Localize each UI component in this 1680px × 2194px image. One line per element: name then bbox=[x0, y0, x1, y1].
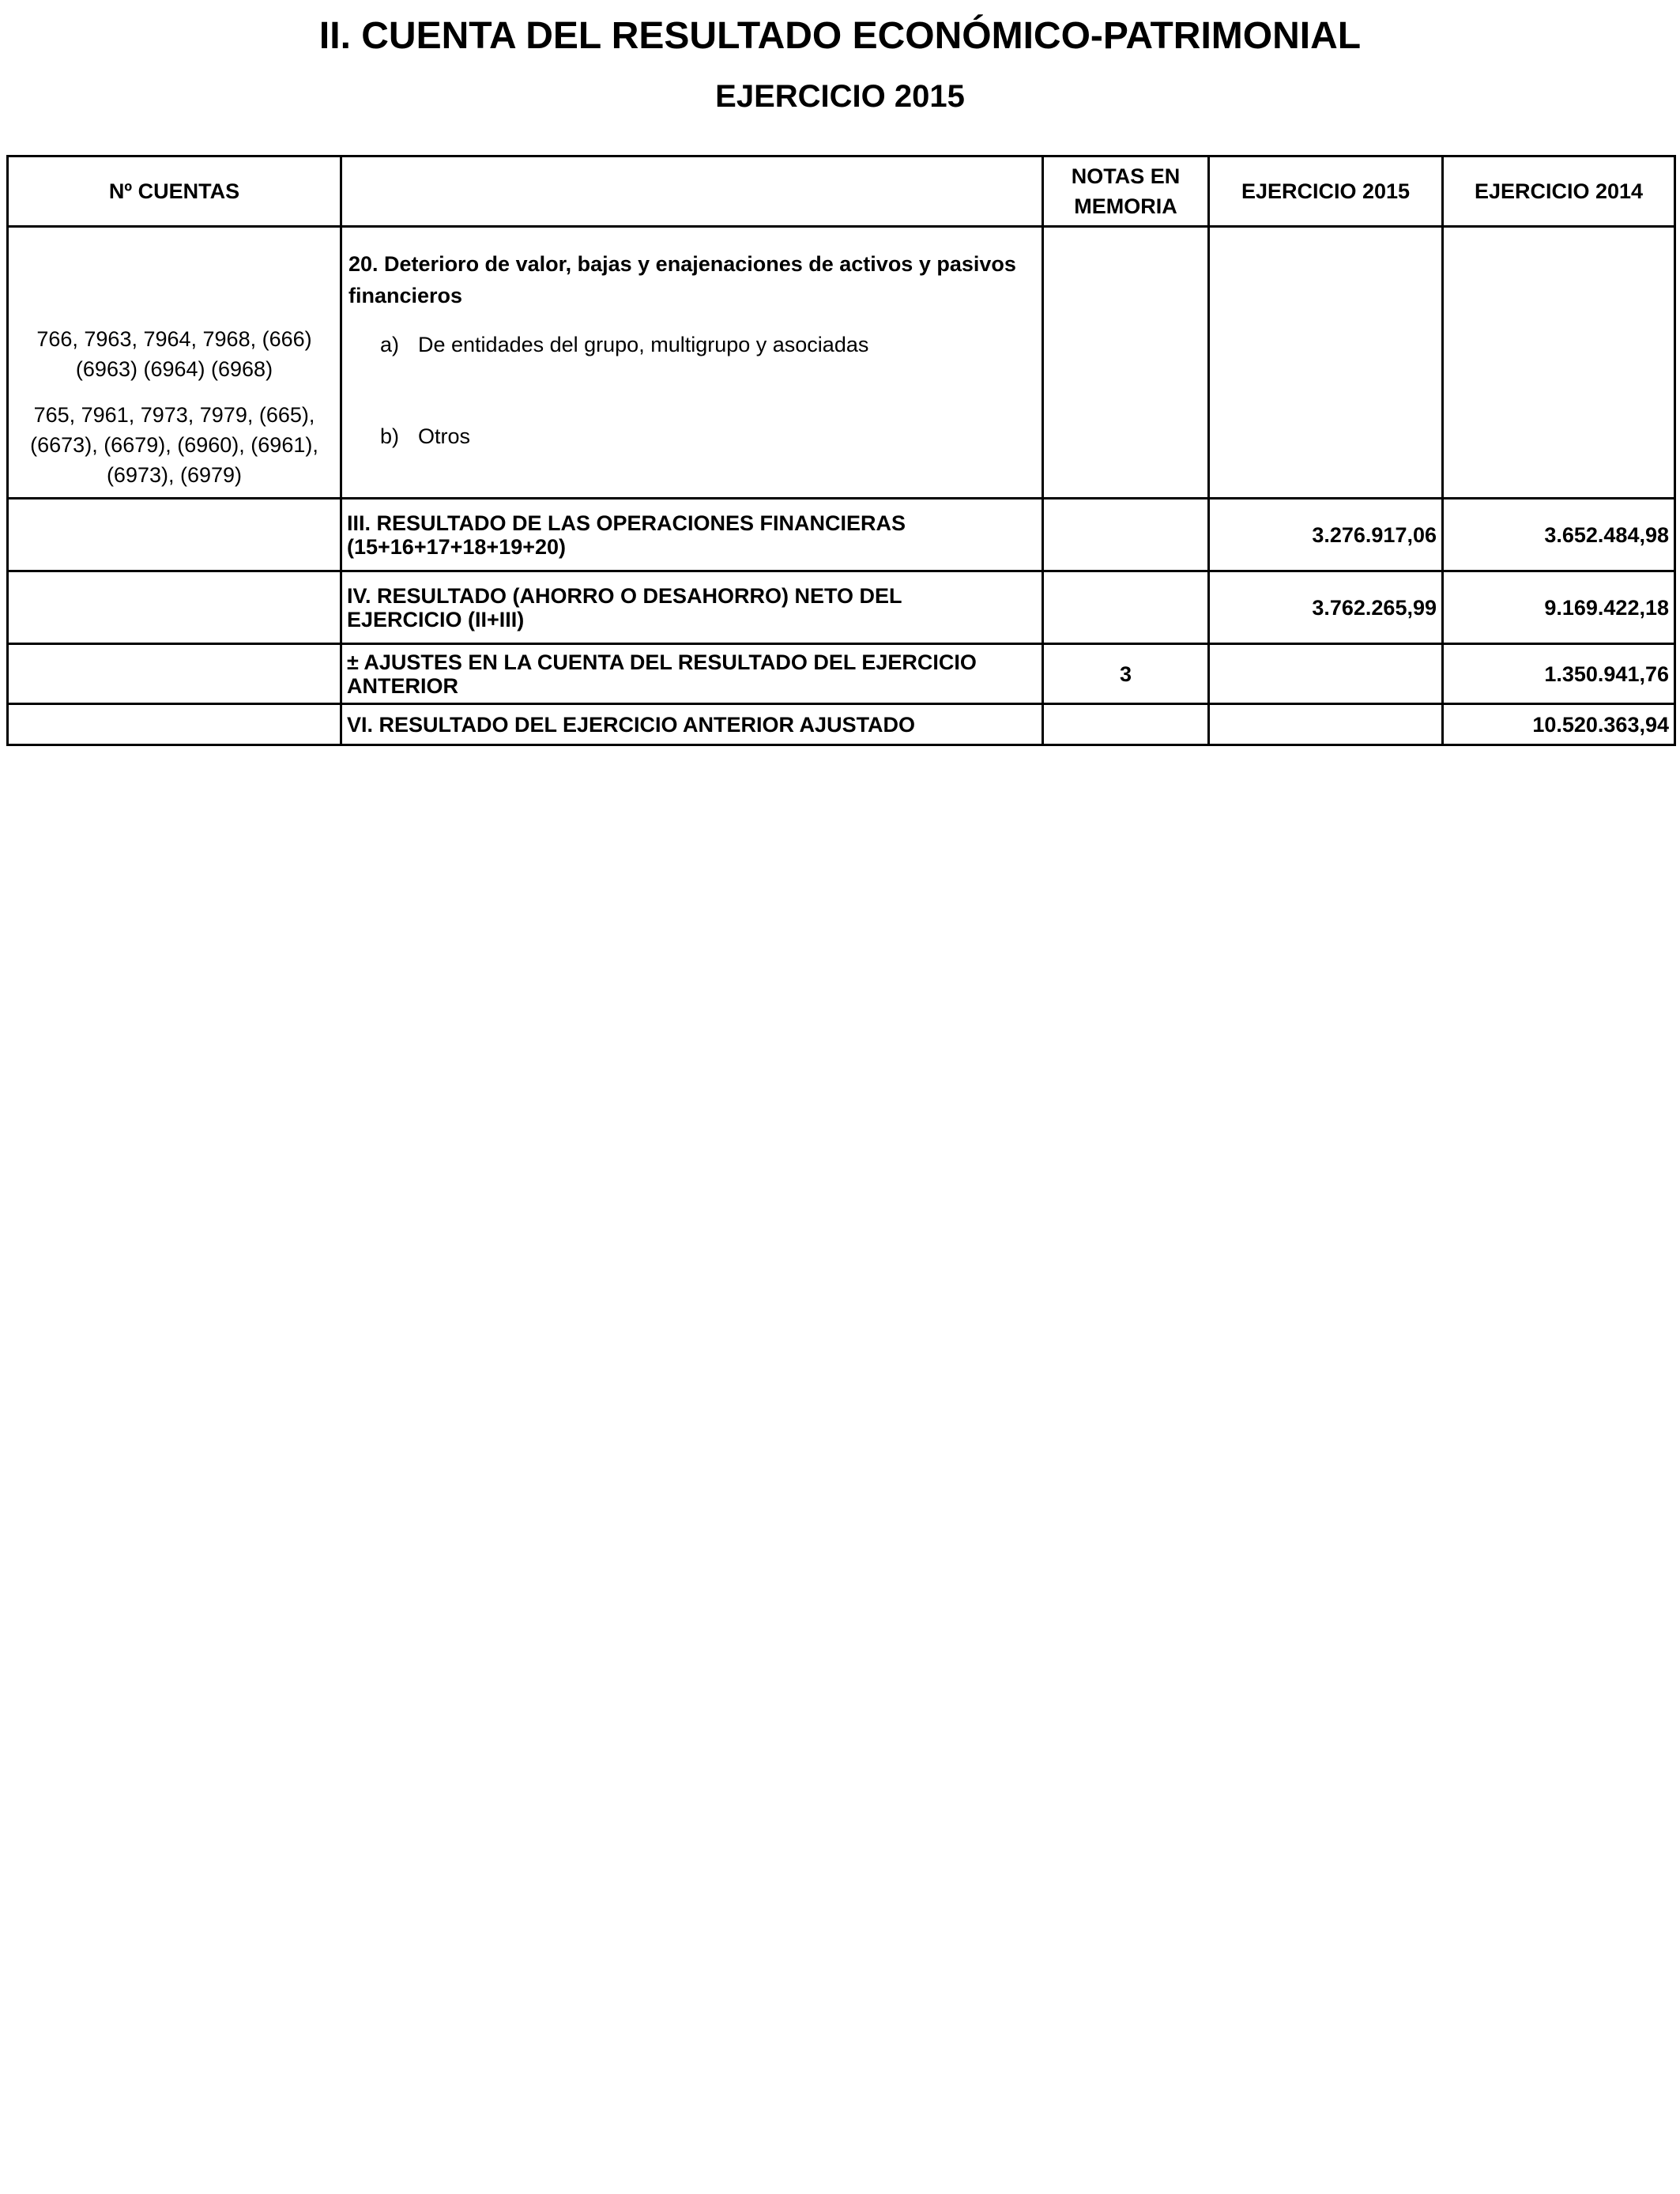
table-row bbox=[8, 704, 1675, 745]
row-value-previous: 3.652.484,98 bbox=[1443, 499, 1675, 571]
results-table bbox=[6, 155, 1676, 746]
row-description-line2: ANTERIOR bbox=[347, 673, 458, 698]
item-a-accounts-line1: 766, 7963, 7964, 7968, (666) bbox=[36, 327, 312, 351]
row-note bbox=[1043, 499, 1209, 571]
table-row-section-20 bbox=[8, 227, 1675, 499]
section-20-description bbox=[341, 227, 1043, 499]
row-description-line1: ± AJUSTES EN LA CUENTA DEL RESULTADO DEL EJERCICIO bbox=[347, 650, 977, 674]
header-year-current: EJERCICIO 2015 bbox=[1209, 156, 1443, 227]
item-b-accounts-line1: 765, 7961, 7973, 7979, (665), bbox=[33, 403, 315, 427]
row-description-line2: (15+16+17+18+19+20) bbox=[347, 534, 567, 559]
row-note bbox=[1043, 571, 1209, 644]
item-a-accounts-line2: (6963) (6964) (6968) bbox=[75, 357, 273, 381]
row-note bbox=[1043, 704, 1209, 745]
table-row bbox=[8, 644, 1675, 704]
item-b-accounts-line3: (6973), (6979) bbox=[106, 463, 243, 487]
section-20-notes bbox=[1043, 227, 1209, 499]
row-description-line1: VI. RESULTADO DEL EJERCICIO ANTERIOR AJUSTADO bbox=[347, 712, 916, 737]
item-a-label: a) bbox=[380, 333, 400, 356]
section-20-heading-line2: financieros bbox=[348, 284, 463, 307]
table-row bbox=[8, 571, 1675, 644]
section-20-current bbox=[1209, 227, 1443, 499]
item-b-accounts bbox=[9, 400, 340, 490]
row-accounts bbox=[8, 704, 341, 745]
row-value-current bbox=[1209, 704, 1443, 745]
row-description-line2: EJERCICIO (II+III) bbox=[347, 607, 525, 631]
row-accounts bbox=[8, 644, 341, 704]
item-b-text: Otros bbox=[418, 424, 471, 448]
section-20-heading bbox=[348, 248, 1042, 311]
header-notes-line1: NOTAS EN bbox=[1071, 164, 1181, 188]
table-row bbox=[8, 499, 1675, 571]
row-description bbox=[341, 644, 1043, 704]
row-value-current: 3.762.265,99 bbox=[1209, 571, 1443, 644]
section-20-heading-line1: 20. Deterioro de valor, bajas y enajenaciones de activos y pasivos bbox=[348, 252, 1016, 276]
item-a-text: De entidades del grupo, multigrupo y asociadas bbox=[418, 333, 869, 356]
header-notes-line2: MEMORIA bbox=[1074, 194, 1177, 218]
page-title: II. CUENTA DEL RESULTADO ECONÓMICO-PATRIMONIAL bbox=[318, 15, 1362, 57]
header-description bbox=[341, 156, 1043, 227]
row-description-line1: IV. RESULTADO (AHORRO O DESAHORRO) NETO DEL bbox=[347, 583, 902, 608]
row-value-current: 3.276.917,06 bbox=[1209, 499, 1443, 571]
row-value-previous: 1.350.941,76 bbox=[1443, 644, 1675, 704]
table-header-row bbox=[8, 156, 1675, 227]
row-accounts bbox=[8, 499, 341, 571]
row-description bbox=[341, 499, 1043, 571]
row-accounts bbox=[8, 571, 341, 644]
row-description bbox=[341, 571, 1043, 644]
row-value-current bbox=[1209, 644, 1443, 704]
item-a-accounts bbox=[9, 324, 340, 384]
row-value-previous: 9.169.422,18 bbox=[1443, 571, 1675, 644]
item-b-accounts-line2: (6673), (6679), (6960), (6961), bbox=[30, 433, 318, 457]
row-description bbox=[341, 704, 1043, 745]
header-notes bbox=[1043, 156, 1209, 227]
item-b bbox=[342, 420, 1042, 452]
row-description-line1: III. RESULTADO DE LAS OPERACIONES FINANCIERAS bbox=[347, 511, 906, 535]
item-a bbox=[342, 329, 1042, 360]
header-year-previous: EJERCICIO 2014 bbox=[1443, 156, 1675, 227]
section-20-previous bbox=[1443, 227, 1675, 499]
item-b-label: b) bbox=[380, 424, 400, 448]
page-subtitle: EJERCICIO 2015 bbox=[715, 79, 965, 114]
row-note: 3 bbox=[1043, 644, 1209, 704]
header-accounts: Nº CUENTAS bbox=[8, 156, 341, 227]
section-20-accounts bbox=[8, 227, 341, 499]
row-value-previous: 10.520.363,94 bbox=[1443, 704, 1675, 745]
